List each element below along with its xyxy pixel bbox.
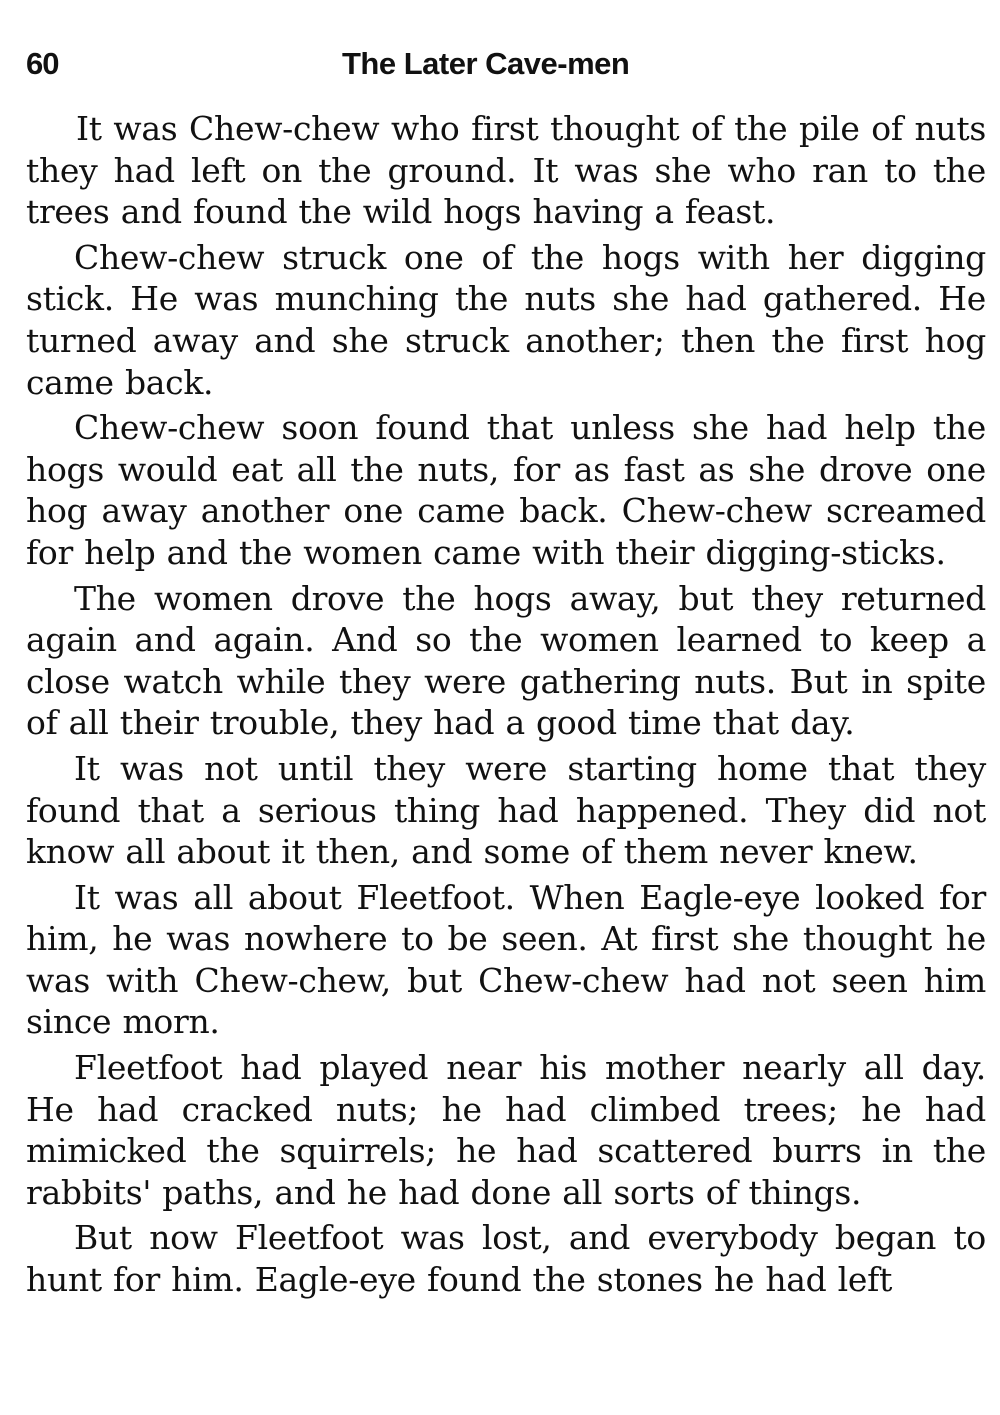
page-number: 60: [26, 46, 59, 81]
paragraph-5: It was not until they were starting home that they found that a serious thing had happened. They did not know all about it then, and some of them never knew.: [26, 748, 986, 872]
paragraph-4: The women drove the hogs away, but they returned again and again. And so the women learned to keep a close watch while they were gathering nuts. But in spite of all their trouble, they had a good time that day.: [26, 578, 986, 743]
body-text: [26, 108, 986, 1301]
book-page: [26, 40, 986, 1305]
paragraph-8: But now Fleetfoot was lost, and everybody began to hunt for him. Eagle-eye found the stones he had left: [26, 1218, 986, 1300]
page-header: [26, 40, 986, 90]
paragraph-1: It was Chew-chew who first thought of the pile of nuts they had left on the ground. It was she who ran to the trees and found the wild hogs having a feast.: [26, 109, 986, 232]
paragraph-6: It was all about Fleetfoot. When Eagle-eye looked for him, he was nowhere to be seen. At first she thought he was with Chew-chew, but Chew-chew had not seen him since morn.: [26, 877, 986, 1042]
running-head: The Later Cave-men: [342, 46, 630, 81]
paragraph-7: Fleetfoot had played near his mother nearly all day. He had cracked nuts; he had climbed trees; he had mimicked the squirrels; he had scattered burrs in the rabbits' paths, and he had done all sorts of things.: [26, 1048, 986, 1212]
paragraph-3: Chew-chew soon found that unless she had help the hogs would eat all the nuts, for as fast as she drove one hog away another one came back. Chew-chew screamed for help and the women came with their digging-sticks.: [26, 408, 986, 572]
paragraph-2: Chew-chew struck one of the hogs with her digging stick. He was munching the nuts she had gathered. He turned away and she struck another; then the first hog came back.: [26, 237, 986, 402]
